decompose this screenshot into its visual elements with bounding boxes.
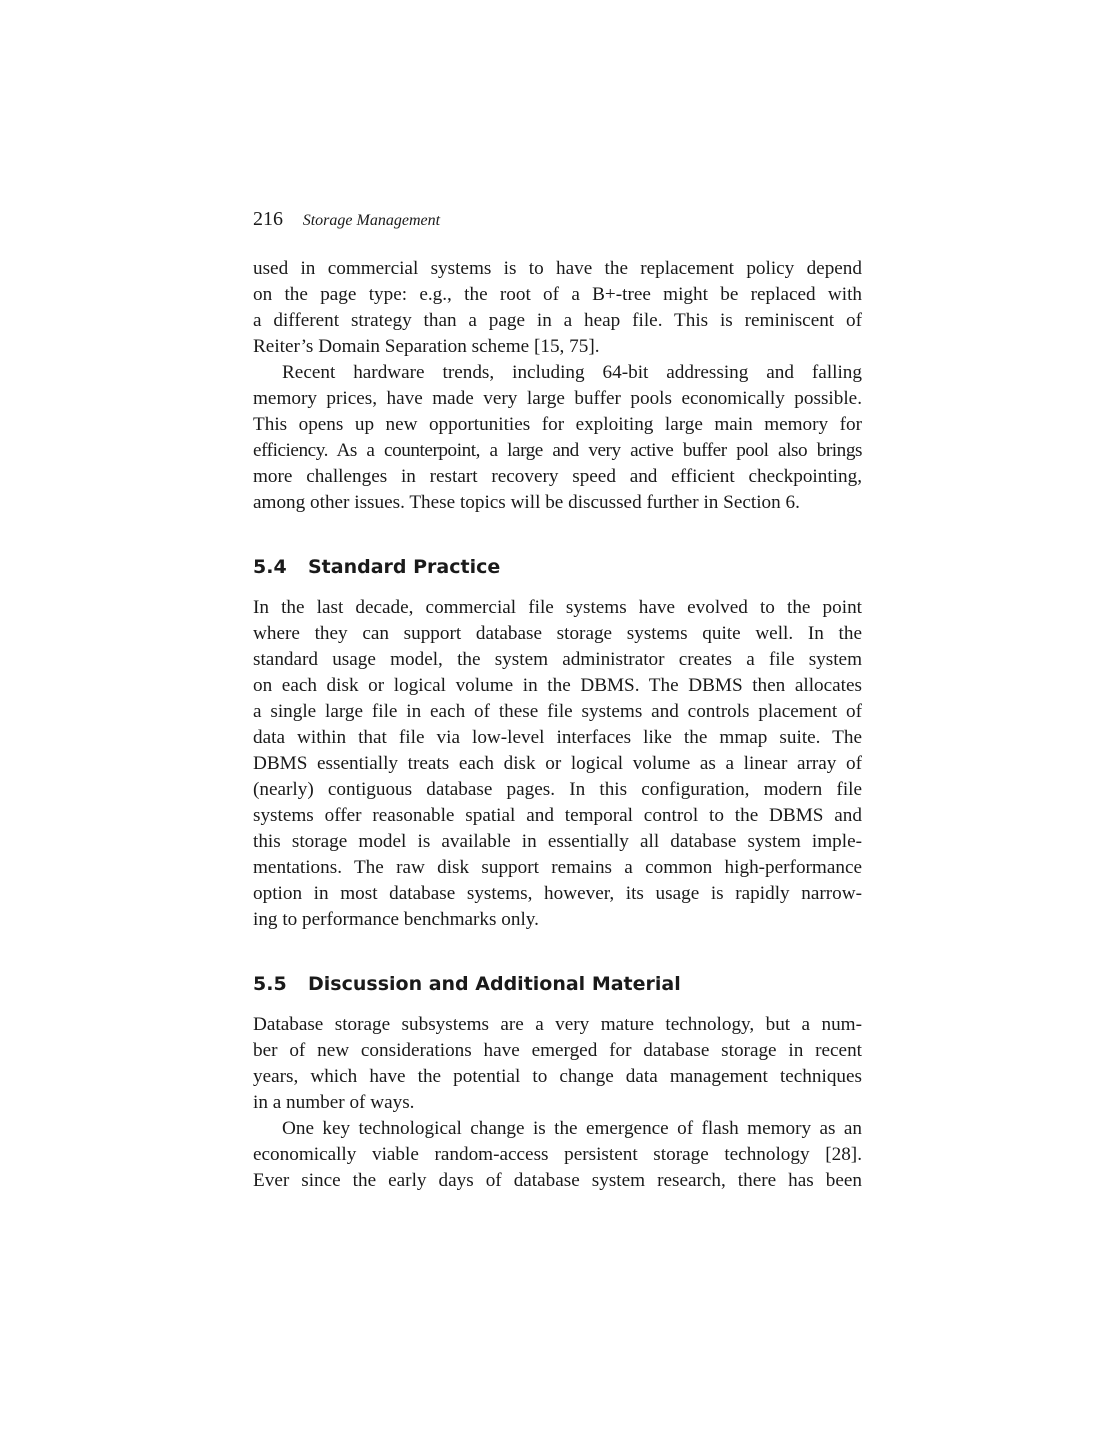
text-line: efficiency. As a counterpoint, a large and very active buffer pool also brings [253, 440, 862, 461]
text-line: Database storage subsystems are a very mature technology, but a num- [253, 1014, 862, 1035]
text-line: DBMS essentially treats each disk or logical volume as a linear array of [253, 753, 862, 774]
paragraph-hardware-trends [253, 360, 862, 516]
text-line: a different strategy than a page in a heap file. This is reminiscent of [253, 310, 862, 331]
text-line: a single large file in each of these file systems and controls placement of [253, 701, 862, 722]
section-heading-5-5 [253, 971, 862, 997]
paragraph-replacement-policy [253, 256, 862, 360]
paragraph-mature-technology [253, 1012, 862, 1116]
text-line: memory prices, have made very large buffer pools economically possible. [253, 388, 862, 409]
text-line: systems offer reasonable spatial and temporal control to the DBMS and [253, 805, 862, 826]
section-number: 5.4 [253, 556, 287, 578]
page-number: 216 [253, 208, 283, 230]
text-line: mentations. The raw disk support remains a common high-performance [253, 857, 862, 878]
text-line: Reiter’s Domain Separation scheme [15, 75]. [253, 336, 600, 357]
text-line: in a number of ways. [253, 1092, 415, 1113]
running-head-title: Storage Management [302, 212, 441, 229]
text-line: used in commercial systems is to have the replacement policy depend [253, 258, 862, 279]
text-line: where they can support database storage systems quite well. In the [253, 623, 862, 644]
text-line: among other issues. These topics will be discussed further in Section 6. [253, 492, 800, 513]
text-line: In the last decade, commercial file systems have evolved to the point [253, 597, 862, 618]
text-line: (nearly) contiguous database pages. In this configuration, modern file [253, 779, 862, 800]
section-number: 5.5 [253, 973, 287, 995]
text-line: standard usage model, the system administrator creates a file system [253, 649, 862, 670]
text-line: ber of new considerations have emerged for database storage in recent [253, 1040, 862, 1061]
text-line: ing to performance benchmarks only. [253, 909, 539, 930]
section-5-5-body [253, 1012, 862, 1194]
paragraph-standard-practice [253, 595, 862, 933]
text-line: more challenges in restart recovery speed and efficient checkpointing, [253, 466, 862, 487]
text-line: this storage model is available in essentially all database system imple- [253, 831, 862, 852]
text-line: Recent hardware trends, including 64-bit addressing and falling [282, 362, 862, 383]
text-line: option in most database systems, however, its usage is rapidly narrow- [253, 883, 862, 904]
text-line: Ever since the early days of database system research, there has been [253, 1170, 862, 1191]
text-line: One key technological change is the emergence of flash memory as an [282, 1118, 862, 1139]
text-line: This opens up new opportunities for exploiting large main memory for [253, 414, 862, 435]
text-line: on the page type: e.g., the root of a B+-tree might be replaced with [253, 284, 862, 305]
section-5-4-body [253, 595, 862, 933]
text-line: data within that file via low-level interfaces like the mmap suite. The [253, 727, 862, 748]
paragraph-flash-memory [253, 1116, 862, 1194]
text-line: years, which have the potential to change data management techniques [253, 1066, 862, 1087]
book-page [253, 204, 862, 1194]
section-title: Discussion and Additional Material [308, 973, 681, 995]
text-line: economically viable random-access persistent storage technology [28]. [253, 1144, 862, 1165]
section-heading-5-4 [253, 554, 862, 580]
section-title: Standard Practice [308, 556, 501, 578]
intro-text [253, 256, 862, 516]
text-line: on each disk or logical volume in the DBMS. The DBMS then allocates [253, 675, 862, 696]
running-head [253, 204, 862, 234]
